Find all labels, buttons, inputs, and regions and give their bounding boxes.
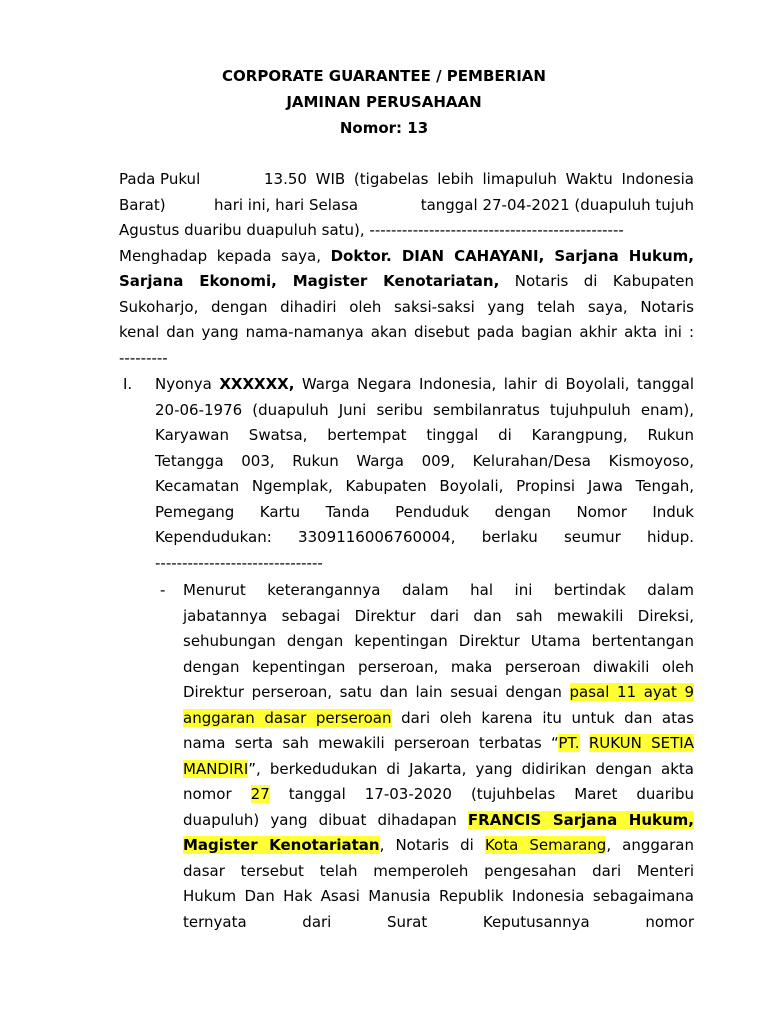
party-line-4: Tetangga 003, Rukun Warga 009, Kelurahan/Desa Kismoyoso, xyxy=(155,451,694,470)
rep-line-6: anggaran dasar perseroan dari oleh karena itu untuk dan atas xyxy=(183,708,694,727)
party-line-2: 20-06-1976 (duapuluh Juni seribu sembilanratus tujuhpuluh enam), xyxy=(155,400,694,419)
opening-line-3: Agustus duaribu duapuluh satu), ----------------------------------------------- xyxy=(119,221,624,239)
highlight-notary-title: Magister Kenotariatan xyxy=(183,836,380,854)
opening-paragraph xyxy=(119,167,694,371)
notary-titles: Sarjana Ekonomi, Magister Kenotariatan, xyxy=(119,272,500,290)
representation-paragraph xyxy=(183,578,694,935)
party-line-8: ------------------------------- xyxy=(155,553,323,572)
highlight-company-name-1: RUKUN SETIA xyxy=(588,734,694,752)
opening-line-5: Sarjana Ekonomi, Magister Kenotariatan, Notaris di Kabupaten xyxy=(119,272,694,290)
highlight-company-name-2: MANDIRI xyxy=(183,759,249,778)
opening-line-2: Barat) hari ini, hari Selasa tanggal 27-04-2021 (duapuluh tujuh xyxy=(119,195,694,214)
rep-line-2: jabatannya sebagai Direktur dari dan sah mewakili Direksi, xyxy=(183,606,694,625)
rep-line-5: Direktur perseroan, satu dan lain sesuai dengan pasal 11 ayat 9 xyxy=(183,683,694,701)
highlight-pt: PT. xyxy=(558,734,580,752)
document-title-line-2: JAMINAN PERUSAHAAN xyxy=(286,93,482,111)
rep-line-13: Hukum Dan Hak Asasi Manusia Republik Indonesia sebagaimana xyxy=(183,887,694,905)
opening-line-8: --------- xyxy=(119,348,168,367)
item-number-label: I. xyxy=(123,375,133,393)
party-name: XXXXXX, xyxy=(219,375,295,393)
rep-line-8: MANDIRI”, berkedudukan di Jakarta, yang didirikan dengan akta xyxy=(183,759,694,778)
highlight-notary-name: FRANCIS Sarjana Hukum, xyxy=(467,810,694,829)
opening-line-1: Pada Pukul 13.50 WIB (tigabelas lebih limapuluh Waktu Indonesia xyxy=(119,170,694,188)
party-line-1: Nyonya XXXXXX, Warga Negara Indonesia, lahir di Boyolali, tanggal xyxy=(155,375,694,393)
party-line-6: Pemegang Kartu Tanda Penduduk dengan Nomor Induk xyxy=(155,502,694,521)
opening-line-6: Sukoharjo, dengan dihadiri oleh saksi-saksi yang telah saya, Notaris xyxy=(119,297,694,316)
document-number: Nomor: 13 xyxy=(339,119,429,137)
notary-name: Doktor. DIAN CAHAYANI, Sarjana Hukum, xyxy=(330,246,694,265)
rep-line-4: dengan kepentingan perseroan, maka perseroan diwakili oleh xyxy=(183,657,694,676)
rep-line-12: dasar tersebut telah memperoleh pengesahan dari Menteri xyxy=(183,861,694,880)
rep-line-9: nomor 27 tanggal 17-03-2020 (tujuhbelas Maret duaribu xyxy=(183,785,694,803)
highlight-article-ref: pasal 11 ayat 9 xyxy=(569,683,694,701)
opening-line-7: kenal dan yang nama-namanya akan disebut pada bagian akhir akta ini : xyxy=(119,323,694,341)
party-line-7: Kependudukan: 3309116006760004, berlaku seumur hidup. xyxy=(155,528,694,546)
highlight-deed-number: 27 xyxy=(250,785,270,803)
rep-line-7: nama serta sah mewakili perseroan terbatas “PT. RUKUN SETIA xyxy=(183,734,694,752)
party-line-3: Karyawan Swatsa, bertempat tinggal di Karangpung, Rukun xyxy=(155,426,694,444)
party-paragraph xyxy=(155,372,694,576)
highlight-articles-of-association: anggaran dasar perseroan xyxy=(183,708,392,727)
rep-line-14: ternyata dari Surat Keputusannya nomor xyxy=(183,912,694,931)
rep-line-11: Magister Kenotariatan, Notaris di Kota Semarang, anggaran xyxy=(183,836,694,854)
document-title-line-1: CORPORATE GUARANTEE / PEMBERIAN xyxy=(222,67,546,85)
party-line-5: Kecamatan Ngemplak, Kabupaten Boyolali, Propinsi Jawa Tengah, xyxy=(155,477,694,495)
rep-line-3: sehubungan dengan kepentingan Direktur Utama bertentangan xyxy=(183,632,694,650)
rep-line-1: Menurut keterangannya dalam hal ini bertindak dalam xyxy=(183,581,694,599)
opening-line-4: Menghadap kepada saya, Doktor. DIAN CAHAYANI, Sarjana Hukum, xyxy=(119,246,694,265)
highlight-city: Kota Semarang xyxy=(484,836,607,854)
sub-item-bullet: - xyxy=(160,581,166,599)
rep-line-10: duapuluh) yang dibuat dihadapan FRANCIS Sarjana Hukum, xyxy=(183,810,694,829)
